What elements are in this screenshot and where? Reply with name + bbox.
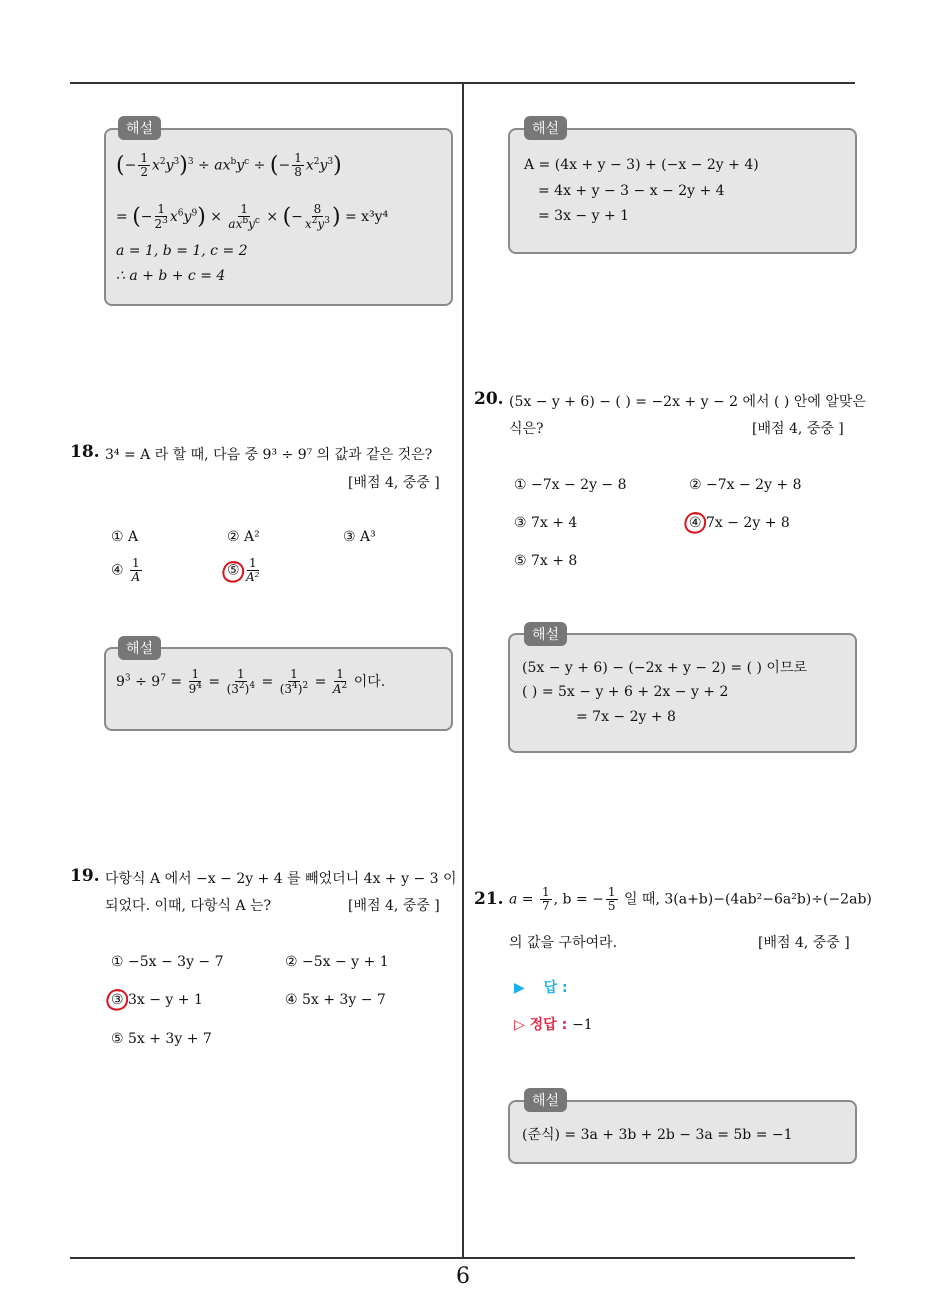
q18-choice-2[interactable]: ② A² xyxy=(227,529,260,545)
q18-choice-3[interactable]: ③ A³ xyxy=(343,529,376,545)
explanation-20-line-2: ( ) = 5x − y + 6 + 2x − y + 2 xyxy=(522,684,729,700)
explanation-21-line: (준식) = 3a + 3b + 2b − 3a = 5b = −1 xyxy=(522,1127,793,1143)
explanation-tag: 해설 xyxy=(118,636,161,660)
q20-choice-3[interactable]: ③ 7x + 4 xyxy=(514,515,578,531)
question-18-meta: [배점 4, 중중 ] xyxy=(348,475,440,491)
q18-choice-1[interactable]: ① A xyxy=(111,529,139,545)
question-20-text-1: (5x − y + 6) − ( ) = −2x + y − 2 에서 ( ) 안에 알맞은 xyxy=(509,394,866,410)
explanation-line-1: (− $\frac{1}{2}$ $x^2y^3)^3 \div ax^by^c$ ÷ (− $\frac{1}{8}$ $x^2y^3$) xyxy=(116,151,342,180)
q20-choice-5[interactable]: ⑤ 7x + 8 xyxy=(514,553,578,569)
explanation-20-line-3: = 7x − 2y + 8 xyxy=(576,709,676,725)
explanation-line-3: a = 1, b = 1, c = 2 xyxy=(116,243,248,259)
question-19-text-2: 되었다. 이때, 다항식 A 는? xyxy=(105,898,272,914)
question-21-text-2: 의 값을 구하여라. xyxy=(509,935,618,951)
outline-arrow-icon: ▷ xyxy=(514,1017,525,1033)
q18-choice-5[interactable]: ⑤ $\frac{1}{\text{A²}}$ xyxy=(227,556,260,585)
question-20-meta: [배점 4, 중중 ] xyxy=(752,421,844,437)
q19-choice-5[interactable]: ⑤ 5x + 3y + 7 xyxy=(111,1031,212,1047)
explanation-20-line-1: (5x − y + 6) − (−2x + y − 2) = ( ) 이므로 xyxy=(522,660,807,676)
q20-choice-1[interactable]: ① −7x − 2y − 8 xyxy=(514,477,627,493)
question-19-number: 19. xyxy=(70,866,100,886)
explanation-19-line-2: = 4x + y − 3 − x − 2y + 4 xyxy=(538,183,725,199)
explanation-tag: 해설 xyxy=(524,1088,567,1112)
question-21-number: 21. xyxy=(474,889,504,909)
page-number: 6 xyxy=(456,1264,470,1289)
explanation-tag: 해설 xyxy=(524,116,567,140)
question-19-meta: [배점 4, 중중 ] xyxy=(348,898,440,914)
q19-choice-1[interactable]: ① −5x − 3y − 7 xyxy=(111,954,224,970)
explanation-tag: 해설 xyxy=(118,116,161,140)
answer-row[interactable]: ▶ 답 : xyxy=(514,980,568,996)
explanation-19-line-3: = 3x − y + 1 xyxy=(538,208,630,224)
q19-choice-3[interactable]: ③ 3x − y + 1 xyxy=(111,992,203,1008)
q19-choice-4[interactable]: ④ 5x + 3y − 7 xyxy=(285,992,386,1008)
question-19-text-1: 다항식 A 에서 −x − 2y + 4 를 빼었더니 4x + y − 3 이 xyxy=(105,871,457,887)
answer-circle-mark xyxy=(682,510,708,536)
q18-choice-4[interactable]: ④ $\frac{1}{A}$ xyxy=(111,556,141,585)
explanation-line-4: ∴ a + b + c = 4 xyxy=(116,268,226,284)
q20-choice-4[interactable]: ④ 7x − 2y + 8 xyxy=(689,515,790,531)
explanation-18-line: $9^3 \div 9^7$ = $\frac{1}{9^4}$ = $\frac{1}{(3^2)^4}$ = $\frac{1}{(3^4)^2}$ = $\frac{1}{A^2}$ 이다. xyxy=(116,667,386,697)
column-divider xyxy=(462,84,464,1259)
answer-circle-mark xyxy=(220,559,246,585)
play-arrow-icon: ▶ xyxy=(514,980,525,996)
question-18-number: 18. xyxy=(70,442,100,462)
correct-answer-row: ▷ 정답 : −1 xyxy=(514,1017,593,1033)
question-21-meta: [배점 4, 중중 ] xyxy=(758,935,850,951)
explanation-19-line-1: A = (4x + y − 3) + (−x − 2y + 4) xyxy=(524,157,759,173)
question-20-number: 20. xyxy=(474,389,504,409)
answer-circle-mark xyxy=(104,987,130,1013)
question-20-text-2: 식은? xyxy=(509,421,544,437)
explanation-line-2: = (− $\frac{1}{2^3}$ $x^6y^9$) × $\frac{1}{ax^by^c}$ × (− $\frac{8}{x^2y^3}$ ) = x³y⁴ xyxy=(116,202,389,232)
q20-choice-2[interactable]: ② −7x − 2y + 8 xyxy=(689,477,802,493)
question-18-text: 3⁴ = A 라 할 때, 다음 중 9³ ÷ 9⁷ 의 값과 같은 것은? xyxy=(105,447,433,463)
explanation-tag: 해설 xyxy=(524,622,567,646)
q19-choice-2[interactable]: ② −5x − y + 1 xyxy=(285,954,389,970)
question-21-text-1: a = $\frac{1}{7}$ , b = − $\frac{1}{5}$ 일 때, 3(a+b)−(4ab²−6a²b)÷(−2ab) xyxy=(509,885,872,914)
